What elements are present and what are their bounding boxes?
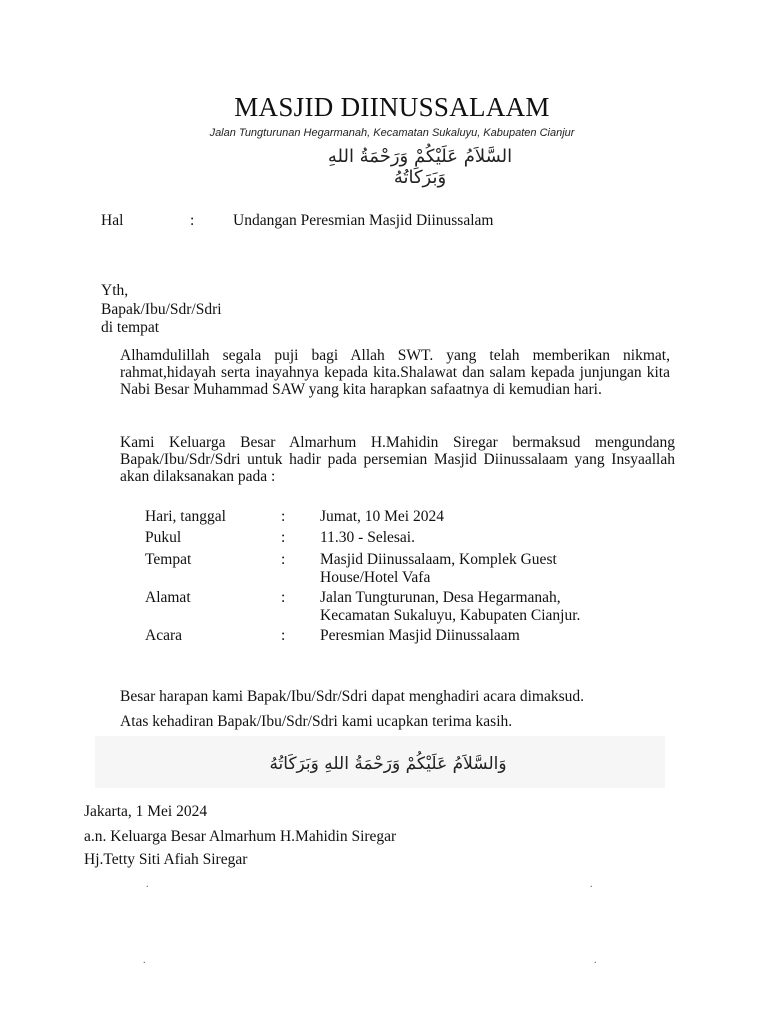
detail-value-venue: Masjid Diinussalaam, Komplek Guest xyxy=(320,551,557,568)
recipient-yth: Yth, xyxy=(101,282,129,299)
detail-colon-address: : xyxy=(281,589,286,606)
arabic-greeting-closing: وَالسَّلاَمُ عَلَيْكُمْ وَرَحْمَةُ اللهِ وَبَرَكَاتُهُ xyxy=(269,754,507,774)
letterhead-title: MASJID DIINUSSALAAM xyxy=(234,92,550,122)
subject-colon: : xyxy=(190,212,195,229)
subject-label: Hal xyxy=(101,212,124,229)
detail-value-address: Jalan Tungturunan, Desa Hegarmanah, xyxy=(320,589,561,606)
detail-colon-time: : xyxy=(281,529,286,546)
detail-value-time: 11.30 - Selesai. xyxy=(320,529,415,546)
detail-label-address: Alamat xyxy=(145,589,191,606)
signature-name: Hj.Tetty Siti Afiah Siregar xyxy=(84,851,248,868)
stray-mark: . xyxy=(143,955,146,966)
detail-label-venue: Tempat xyxy=(145,551,192,568)
signature-place-date: Jakarta, 1 Mei 2024 xyxy=(84,803,208,820)
detail-value-address-cont: Kecamatan Sukaluyu, Kabupaten Cianjur. xyxy=(320,607,581,624)
arabic-greeting-opening: السَّلاَمُ عَلَيْكُمْ وَرَحْمَةُ اللهِ وَبَرَكَاتُهُ xyxy=(327,146,513,188)
body-paragraph-opening: Alhamdulillah segala puji bagi Allah SWT. yang telah memberikan nikmat, rahmat,hidayah serta inayahnya kepada kita.Shalawat dan salam kepada junjungan kita Nabi Besar Muhammad SAW yang kita harapkan safaatnya di kemudian hari. xyxy=(120,347,670,399)
detail-colon-date: : xyxy=(281,508,286,525)
closing-thanks: Atas kehadiran Bapak/Ibu/Sdr/Sdri kami ucapkan terima kasih. xyxy=(120,713,513,730)
stray-mark: . xyxy=(590,879,593,890)
body-paragraph-invitation: Kami Keluarga Besar Almarhum H.Mahidin Siregar bermaksud mengundang Bapak/Ibu/Sdr/Sdri untuk hadir pada persemian Masjid Diinussalaam yang Insyaallah akan dilaksanakan pada : xyxy=(120,434,675,486)
detail-value-date: Jumat, 10 Mei 2024 xyxy=(320,508,444,525)
detail-label-date: Hari, tanggal xyxy=(145,508,226,525)
detail-colon-event: : xyxy=(281,627,286,644)
letterhead-address: Jalan Tungturunan Hegarmanah, Kecamatan Sukaluyu, Kabupaten Cianjur xyxy=(209,127,575,139)
detail-value-event: Peresmian Masjid Diinussalaam xyxy=(320,627,520,644)
detail-label-time: Pukul xyxy=(145,529,182,546)
stray-mark: . xyxy=(594,955,597,966)
recipient-place: di tempat xyxy=(101,319,160,336)
detail-label-event: Acara xyxy=(145,627,182,644)
detail-colon-venue: : xyxy=(281,551,286,568)
stray-mark: . xyxy=(146,879,149,890)
closing-hope: Besar harapan kami Bapak/Ibu/Sdr/Sdri dapat menghadiri acara dimaksud. xyxy=(120,688,584,705)
subject-value: Undangan Peresmian Masjid Diinussalam xyxy=(233,212,494,229)
signature-on-behalf: a.n. Keluarga Besar Almarhum H.Mahidin Siregar xyxy=(84,828,397,845)
detail-value-venue-cont: House/Hotel Vafa xyxy=(320,569,431,586)
recipient-name: Bapak/Ibu/Sdr/Sdri xyxy=(101,301,222,318)
